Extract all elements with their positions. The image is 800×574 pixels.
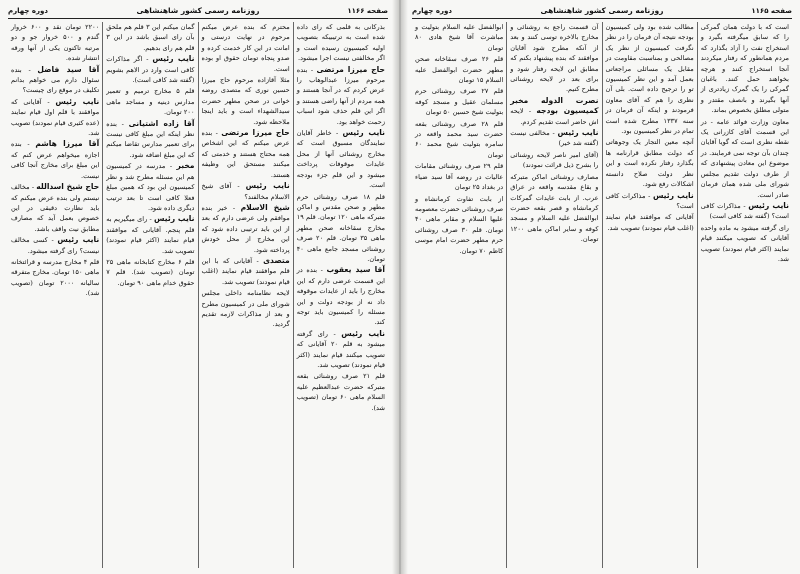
paragraph-text: مصارف روشنائی اماکن متبرکه و بقاع مقدسه واقعه در عراق عرب. از بابت عایدات گمرکات کرمانشاه و قصر بقعه حضرت ابوالفضل علیه السلام و مسجد کوفه و سایر اماکن ماهی ۱۲۰۰ تومان. [510, 172, 599, 244]
paragraph-text: - مخالف نیستم ولی بنده عرض میکنم که باید نظارت دقیقی در این خصوص بعمل آید که مصارف مطابق نیت واقف باشد. [11, 183, 100, 233]
paragraph-text: مطالب شده بود ولی کمیسیون بودجه نتیجه آن فرمان را در نظر نگرفت کمیسیون از نظر یک مصالحی و بمناسبت مقاومت در مقابل یک مسائلی مراجعاتی بعمل آمد و این نظر کمیسیون تو را ترجیح داده است. بلی آن نظری را هم که آقای معاون فرمودند و اینکه آن فرمان در سنه ۱۳۳۷ مطرح شده است تمام در نظر کمیسیون بود. [605, 23, 694, 136]
paragraph [415, 22, 503, 53]
paragraph [510, 172, 598, 245]
paragraph-text: - مذاکرات کافی است؟ [605, 191, 694, 210]
paragraph [415, 119, 503, 161]
paragraph-text: مثلا آقازاده مرحوم حاج میرزا حسین نوری که متصدی روضه خوانی در صحن مطهر حضرت سیدالشهداء است و باید اینجا ملاحظه شود. [201, 76, 290, 126]
speaker-name: نایب رئیس [154, 214, 195, 224]
text-column [602, 22, 697, 568]
paragraph-text: قلم ۲۱ صرف روشنائی بقعه متبرکه حضرت عبدالعظیم علیه السلام ماهی ۶۰ تومان (تصویب شد). [296, 372, 385, 412]
volume-label: دوره چهارم [8, 7, 48, 15]
paragraph-text: آنچه معین التجار یک وجوهاتی که دولت مطابق قرارنامه ها بگذارد رفتار نکرده است و این نظر دولت صلاح دانسته اشکالات رفع شود. [605, 138, 694, 189]
paragraph [297, 192, 385, 265]
page-number: صفحه ۱۱۶۵ [751, 7, 792, 15]
paragraph [701, 201, 789, 222]
speaker-name: حاج میرزا مرتضی [221, 128, 290, 138]
speaker-name: آقا زاده اشتیانی [128, 118, 195, 128]
paragraph [202, 288, 290, 330]
text-column [697, 22, 792, 568]
paragraph-text: معاون وزارت فوائد عامه - در این قسمت آقای کازرانی یک نقطه نظری است که گویا آقایان چندان بآن توجه نمی فرمایند. در موضوع این معادن پیشنهادی که از طرف دولت تقدیم مجلس شورای ملی شده همان فرمان صادر است. [700, 117, 789, 199]
paragraph [202, 128, 290, 180]
paragraph [11, 235, 99, 256]
paragraph [415, 54, 503, 85]
paragraph-text: - رای میگیریم به قلم پنجم. آقایانی که موافقند قیام نمایند (اکثر قیام نمودند) تصویب شد. [106, 215, 195, 255]
speaker-name: آقا میرزا هاشم [35, 139, 100, 149]
paragraph-text: رای گرفته میشود به ماده واحده آقایانی که تصویب میکنند قیام نمایند (اکثر قیام نمودند) تصویب شد. [700, 223, 789, 263]
paragraph-text: قلم ۲۷ صرف روشنائی حرم مسلمان عقیل و مسجد کوفه بتولیت شیخ حسین ۵۰ تومان [415, 87, 504, 117]
paragraph [106, 214, 194, 256]
paragraph [297, 22, 385, 64]
paragraph-text: - بنده مرحوم میرزا عبدالوهاب را عرض کردم که در آنجا هستند و همه مردم از آنها راضی هستند و اگر این قلم حذف شود اسباب زحمت خواهد بود. [296, 65, 385, 126]
paragraph [415, 194, 503, 256]
speaker-name: شیخ الاسلام [240, 202, 290, 212]
speaker-name: نایب رئیس [55, 96, 100, 106]
text-column [412, 22, 506, 568]
paragraph-text: لایحه نظامنامه داخلی مجلس شورای ملی در کمیسیون مطرح و بعد از مذاکرات لازمه تقدیم گردید. [201, 289, 290, 329]
paragraph-text: - اگر مذاکرات کافی است وارد در الاهم بشویم (گفته شد کافی است). [106, 55, 195, 85]
paragraph [11, 139, 99, 181]
paragraph-text: - بنده نظر اینکه این مبلغ کافی نیست برای تعمیر مدارس تقاضا میکنم که این مبلغ اضافه شود. [106, 119, 195, 159]
speaker-name: آقا سید فاضل [37, 64, 100, 74]
left-page [0, 0, 396, 574]
paragraph [11, 22, 99, 64]
paragraph-text: است که با دولت همان گمرکی را که سابق میگرفته بگیرد و استخراج نفت را آزاد بگذارد که مردم همانطور که رفتار میکردند آنجا استخراج کنند و هرچه بخواهند حمل کنند. باغبان گمرکی را یک گمرک زیادتری از آنها بگیرند و بانصف مقتدر و متولی مطلق بخصوص بماند. [700, 23, 789, 115]
speaker-name: حاج شیخ اسدالله [36, 182, 100, 192]
paragraph-text: قلم ۲۶ صرف سقاخانه صحن مطهر حضرت ابوالفضل علیه السلام ۱۵ تومان [415, 55, 504, 85]
text-column [8, 22, 102, 568]
paragraph [606, 191, 694, 212]
paragraph-text: بذرکانی به قلمی که رای داده شده است به ترتیبیکه بتصویب اولیه کمیسیون رسیده است و اگر مخالفتی نیست اجرا میشود. [296, 23, 385, 63]
newspaper-title: روزنامه رسمی کشور شاهنشاهی [540, 6, 664, 15]
speaker-name: نایب رئیس [342, 128, 386, 138]
speaker-name: نایب رئیس [57, 235, 100, 245]
paragraph [510, 96, 598, 127]
text-columns [412, 22, 792, 568]
text-columns [8, 22, 388, 568]
paragraph [11, 257, 99, 299]
paragraph [415, 86, 503, 117]
speaker-name: نایب رئیس [557, 128, 599, 138]
paragraph [606, 212, 694, 233]
paragraph-text: - بنده سئوال دارم می خواهم بدانم تکلیف در موقع رای چیست؟ [11, 65, 100, 95]
speaker-name: نایب رئیس [245, 181, 290, 191]
paragraph [106, 54, 194, 85]
speaker-name: نایب رئیس [341, 328, 385, 338]
page-number: صفحه ۱۱۶۶ [347, 7, 388, 15]
paragraph [701, 223, 789, 265]
right-page [404, 0, 800, 574]
speaker-name: مخبر [176, 161, 195, 171]
paragraph-text: - رای گرفته میشود به قلم ۲۰ آقایانی که تصویب میکنند قیام نمایند (اکثر قیام نمودند) تصویب شد. [296, 329, 385, 369]
paragraph [297, 329, 385, 371]
text-column [506, 22, 601, 568]
paragraph-text: از بابت تفاوت کرمانشاه و صرف روشنائی حضرت معصومه علیها السلام و مقابر ماهی ۴۰ تومان. قلم ۳۰ صرف روشنائی حرم مطهر حضرت امام موسی کاظم ۷۰ تومان. [415, 194, 504, 255]
speaker-name: متصدی [263, 255, 290, 265]
paragraph [510, 150, 598, 171]
text-column [293, 22, 388, 568]
paragraph [701, 22, 789, 116]
paragraph-text: - مدرسه در کمیسیون هم این مسئله مطرح شد و نظر کمیسیون این بود که همین مبلغ فعلا کافی است تا بعد ترتیب دیگری داده شود. [106, 162, 195, 212]
speaker-name: نایب رئیس [748, 200, 789, 210]
paragraph [202, 256, 290, 287]
paragraph [606, 137, 694, 189]
paragraph [606, 22, 694, 136]
paragraph-text: - بنده اجازه میخواهم عرض کنم که این مبلغ برای مخارج آنجا کافی نیست. [11, 140, 100, 180]
paragraph-text: - کسی مخالف نیست؟ رای گرفته میشود. [11, 236, 100, 255]
paragraph-text: - آقایانی که موافقند با قلم اول قیام نمایند (عده کثیری قیام نمودند) تصویب شد. [11, 97, 100, 138]
paragraph [297, 371, 385, 413]
paragraph-text: قلم ۲۸ صرف روشنائی بقعه حضرت سید محمد واقعه در سامره بتولیت شیخ محمد ۶۰ تومان [415, 119, 504, 159]
paragraph-text: - خاطر آقایان نمایندگان مسبوق است که مخارج روشنائی آنها از محل عایدات موقوفات پرداخت میشود و این قلم جزء بودجه است. [296, 129, 385, 190]
paragraph-text: - بنده در این قسمت عرضی دارم که این مخارج را باید از عایدات موقوفه داد نه از بودجه دولت و این مسئله را کمیسیون باید توجه کند. [296, 266, 385, 327]
paragraph-text: محترم که بنده عرض میکنم مرحوم در نهایت درستی و امانت در این کار خدمت کرده و صدو پنجاه تومان حقوق او بوده است. [201, 23, 290, 73]
paragraph-text: - خیر بنده موافقم ولی عرضی دارم که بعد از این باید ترتیبی داده شود که این مخارج از محل خودش پرداخته شود. [201, 203, 290, 254]
paragraph [106, 22, 194, 53]
paragraph [297, 65, 385, 127]
paragraph [106, 86, 194, 117]
paragraph-text: قلم ۴ مخارج مدرسه و قرائتخانه ماهی ۱۵۰ تومان. مخارج متفرقه سالیانه ۲۰۰۰ تومان (تصویب شد). [11, 257, 100, 298]
paragraph [106, 119, 194, 161]
paragraph [202, 203, 290, 255]
paragraph-text: - بنده عرض میکنم که این اشخاص همه محتاج هستند و خدمتی که میکنند مستحق این وظیفه هستند. [201, 129, 290, 179]
speaker-name: نصرت الدوله مخبر کمیسیون بودجه [510, 95, 599, 116]
speaker-name: حاج میرزا مرتضی [316, 64, 385, 74]
paragraph [202, 22, 290, 74]
paragraph-text: قلم ۲۹ صرف روشنائی مقامات عالیات در روضه آقا سید ضیاء در بغداد ۲۵ تومان [415, 162, 504, 192]
paragraph-text: - مذاکرات کافی است؟ (گفته شد کافی است) [700, 201, 789, 221]
paragraph [11, 65, 99, 96]
paragraph-text: قلم ۱۸ صرف روشنائی حرم مطهر و صحن مقدس و اماکن متبرکه ماهی ۱۲۰ تومان. قلم ۱۹ مخارج سقاخانه صحن مطهر ماهی ۳۵ تومان. قلم ۲۰ صرف روشنائی مسجد جامع ماهی ۴۰ تومان. [296, 192, 386, 263]
paragraph-text: آن قسمت راجع به روشنائی و مخارج بالاخره توسی کنند و بعد از آنکه مطرح شود آقایان موافقند که بنده پیشنهاد بکنم که مطابق این لایحه رفتار شود و برای بعد در لایحه روشنائی مطرح کنیم. [510, 23, 599, 94]
paragraph [415, 161, 503, 192]
text-column [102, 22, 197, 568]
book-gutter [392, 0, 408, 574]
page-header [412, 6, 792, 19]
paragraph [297, 265, 385, 327]
paragraph [510, 22, 598, 95]
newspaper-title: روزنامه رسمی کشور شاهنشاهی [136, 6, 260, 15]
speaker-name: آقا سید یعقوب [326, 265, 385, 275]
paragraph-text: آقایانی که موافقند قیام نمایند (اغلب قیام نمودند) تصویب شد. [605, 213, 694, 232]
paragraph [106, 257, 194, 288]
paragraph [202, 75, 290, 127]
paragraph-text: ابوالفضل علیه السلام بتولیت و مباشرت آقا شیخ هادی ۸۰ تومان [415, 23, 504, 52]
paragraph-text: - لایحه اش حاضر است تقدیم کردم. [510, 107, 599, 126]
page-header [8, 6, 388, 19]
paragraph [202, 181, 290, 202]
speaker-name: نایب رئیس [152, 54, 195, 64]
paragraph [510, 128, 598, 149]
paragraph [701, 117, 789, 200]
paragraph-text: - مخالفی نیست (گفته شد خیر) [510, 129, 599, 148]
paragraph-text: - آقای شیخ الاسلام مخالفند؟ [201, 182, 290, 201]
paragraph [106, 161, 194, 213]
paragraph-text: ۲۲۰۰ تومان نقد و ۶۰۰ خروار گندم و ۵۰۰ خروار جو و دو مرتبه تاکنون یکی از آنها ورقه انتشار شده. [11, 23, 100, 63]
paragraph [11, 182, 99, 234]
paragraph-text: - آقایانی که با این قلم موافقند قیام نمایند (اغلب قیام نمودند) تصویب شد. [201, 256, 290, 286]
paragraph-text: قلم ۶ مخارج کتابخانه ماهی ۲۵ تومان (تصویب شد). قلم ۷ حقوق خدام ماهی ۹۰ تومان. [106, 257, 195, 287]
paragraph [297, 128, 385, 190]
text-column [198, 22, 293, 568]
speaker-name: نایب رئیس [652, 190, 694, 200]
paragraph-text: گمان میکنم این ۳ قلم هم ملحق بآن رای اسبق باشد در این ۳ قلم هم رای بدهیم. [106, 23, 195, 52]
paragraph-text: قلم ۵ مخارج ترمیم و تعمیر مدارس دینیه و مساجد ماهی ۲۰۰ تومان. [106, 87, 195, 117]
volume-label: دوره چهارم [412, 7, 452, 15]
paragraph-text: (آقای امیر ناصر لایحه روشنائی را بشرح ذیل قرائت نمودند) [510, 150, 599, 170]
paragraph [11, 97, 99, 139]
